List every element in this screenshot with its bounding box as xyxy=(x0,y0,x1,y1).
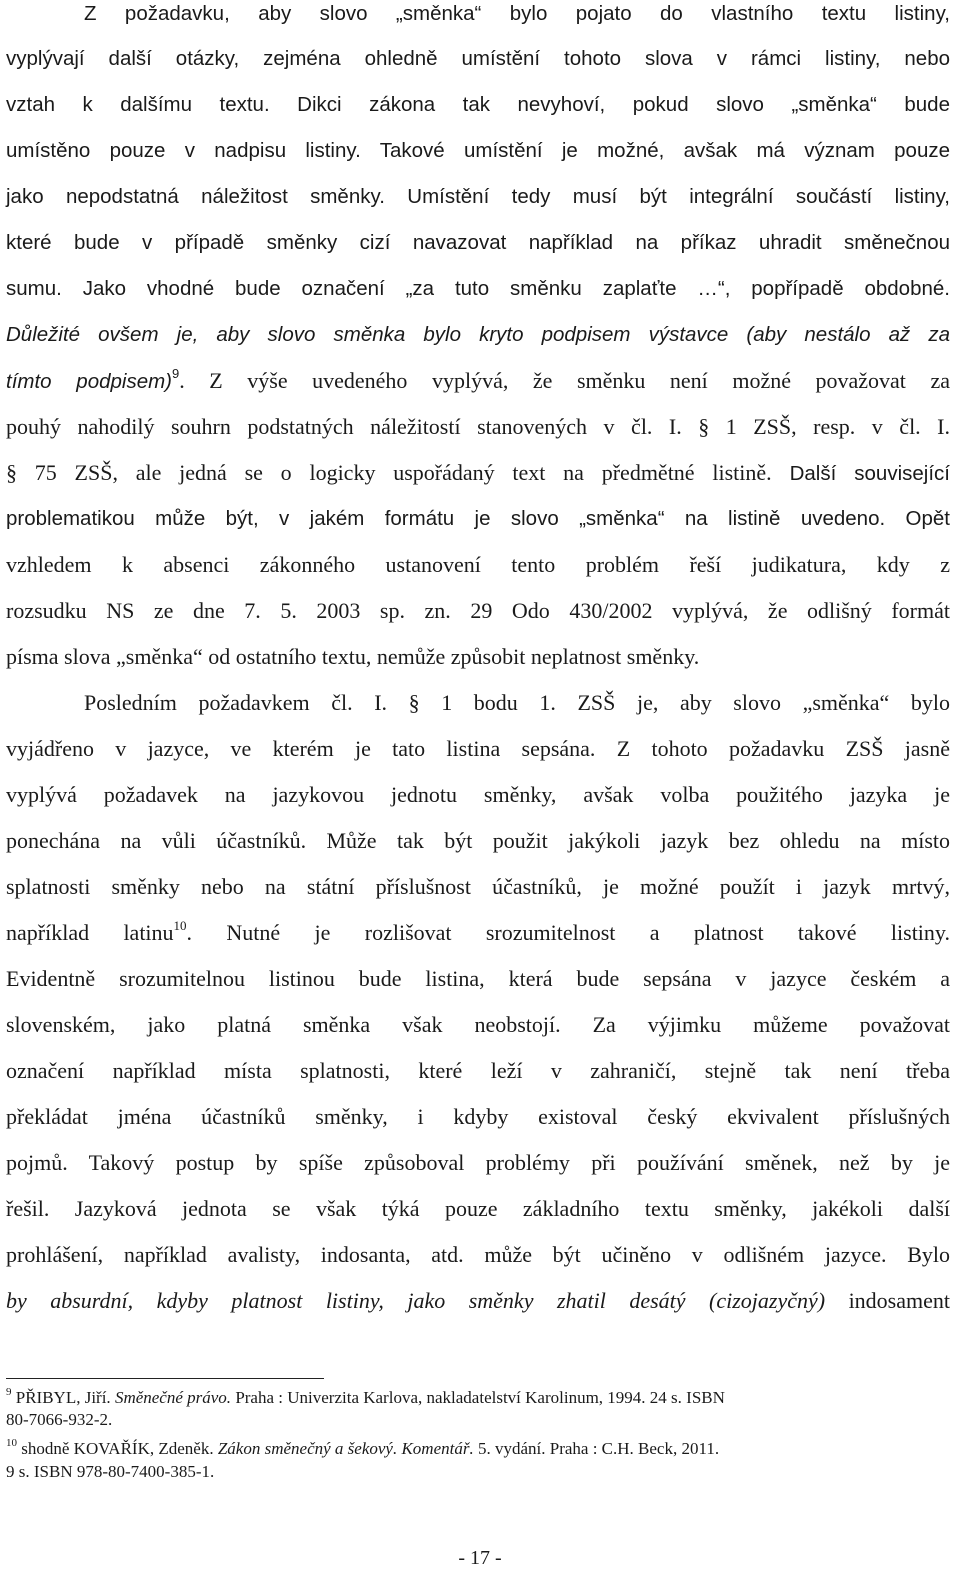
body-line: vyplývá požadavek na jazykovou jednotu směnky, avšak volba použitého jazyka je xyxy=(6,782,950,807)
body-line: problematikou může být, v jakém formátu je slovo „směnka“ na listině uvedeno. Opět xyxy=(6,507,950,530)
body-line: jako nepodstatná náležitost směnky. Umístění tedy musí být integrální součástí listiny, xyxy=(6,185,950,208)
body-line: ponechána na vůli účastníků. Může tak být použit jakýkoli jazyk bez ohledu na místo xyxy=(6,828,950,853)
body-line: rozsudku NS ze dne 7. 5. 2003 sp. zn. 29 Odo 430/2002 vyplývá, že odlišný formát xyxy=(6,598,950,623)
footnote-title: Zákon směnečný a šekový. Komentář. xyxy=(217,1439,474,1458)
footnote-publisher: Praha : Univerzita Karlova, nakladatelství Karolinum, 1994. 24 s. ISBN xyxy=(231,1388,725,1407)
text-fragment: . Z výše uvedeného vyplývá, že směnku není možné považovat za xyxy=(179,368,950,393)
footnote-separator xyxy=(6,1378,324,1379)
body-line: slovenském, jako platná směnka však neobstojí. Za výjimku můžeme považovat xyxy=(6,1012,950,1037)
body-line: splatnosti směnky nebo na státní příslušnost účastníků, je možné použít i jazyk mrtvý, xyxy=(6,874,950,899)
text-fragment: § 75 ZSŠ, ale jedná se o logicky uspořádaný text na předmětné listině. xyxy=(6,460,772,485)
body-line xyxy=(6,919,950,947)
footnote-author: shodně KOVAŘÍK, Zdeněk. xyxy=(21,1439,218,1458)
footnote-number: 9 xyxy=(6,1386,12,1399)
body-line: Posledním požadavkem čl. I. § 1 bodu 1. ZSŠ je, aby slovo „směnka“ bylo xyxy=(84,690,950,715)
body-line: překládat jména účastníků směnky, i kdyby existoval český ekvivalent příslušných xyxy=(6,1104,950,1129)
footnote-10 xyxy=(6,1438,950,1460)
footnote-10-cont: 9 s. ISBN 978-80-7400-385-1. xyxy=(6,1462,215,1481)
body-line: které bude v případě směnky cizí navazovat například na příkaz uhradit směnečnou xyxy=(6,231,950,254)
body-line: písma slova „směnka“ od ostatního textu, nemůže způsobit neplatnost směnky. xyxy=(6,644,700,669)
italic-fragment: tímto podpisem) xyxy=(6,370,173,393)
text-fragment: například latinu xyxy=(6,920,174,945)
footnote-ref-10: 10 xyxy=(173,917,187,933)
body-line-italic: Důležité ovšem je, aby slovo směnka bylo kryto podpisem výstavce (aby nestálo až za xyxy=(6,323,950,346)
body-line: prohlášení, například avalisty, indosanta, atd. může být učiněno v odlišném jazyce. Bylo xyxy=(6,1242,950,1267)
body-line: vzhledem k absenci zákonného ustanovení tento problém řeší judikatura, kdy z xyxy=(6,552,950,577)
footnote-9-cont: 80-7066-932-2. xyxy=(6,1410,113,1429)
body-line: Z požadavku, aby slovo „směnka“ bylo pojato do vlastního textu listiny, xyxy=(84,2,950,25)
footnote-number: 10 xyxy=(6,1437,17,1450)
body-line: pojmů. Takový postup by spíše způsoboval problémy při používání směnek, než by je xyxy=(6,1150,950,1175)
footnote-title: Směnečné právo. xyxy=(114,1388,232,1407)
text-fragment: . Nutné je rozlišovat srozumitelnost a platnost takové listiny. xyxy=(186,920,950,945)
body-line xyxy=(6,367,950,396)
body-line: označení například místa splatnosti, které leží v zahraničí, stejně tak není třeba xyxy=(6,1058,950,1083)
body-line: sumu. Jako vhodné bude označení „za tuto směnku zaplaťte …“, popřípadě obdobné. xyxy=(6,277,950,300)
body-line: umístěno pouze v nadpisu listiny. Takové umístění je možné, avšak má význam pouze xyxy=(6,139,950,162)
italic-fragment: by absurdní, kdyby platnost listiny, jako směnky zhatil desátý (cizojazyčný) xyxy=(6,1288,826,1313)
body-line: řešil. Jazyková jednota se však týká pouze základního textu směnky, jakékoli další xyxy=(6,1196,950,1221)
footnote-ref-9: 9 xyxy=(172,366,180,382)
body-line: vyplývají další otázky, zejména ohledně umístění tohoto slova v rámci listiny, nebo xyxy=(6,47,950,70)
body-line: vyjádřeno v jazyce, ve kterém je tato listina sepsána. Z tohoto požadavku ZSŠ jasně xyxy=(6,736,950,761)
page-number: - 17 - xyxy=(458,1547,502,1569)
body-line xyxy=(6,459,950,488)
body-line: Evidentně srozumitelnou listinou bude listina, která bude sepsána v jazyce českém a xyxy=(6,966,950,991)
text-fragment: indosament xyxy=(825,1288,950,1313)
footnote-author: PŘIBYL, Jiří. xyxy=(15,1388,115,1407)
footnote-publisher: 5. vydání. Praha : C.H. Beck, 2011. xyxy=(473,1439,720,1458)
footnote-9 xyxy=(6,1387,950,1409)
body-line xyxy=(6,1287,950,1315)
text-fragment: Další související xyxy=(771,462,950,485)
body-line: vztah k dalšímu textu. Dikci zákona tak nevyhoví, pokud slovo „směnka“ bude xyxy=(6,93,950,116)
body-line: pouhý nahodilý souhrn podstatných náležitostí stanovených v čl. I. § 1 ZSŠ, resp. v čl. I. xyxy=(6,414,950,439)
